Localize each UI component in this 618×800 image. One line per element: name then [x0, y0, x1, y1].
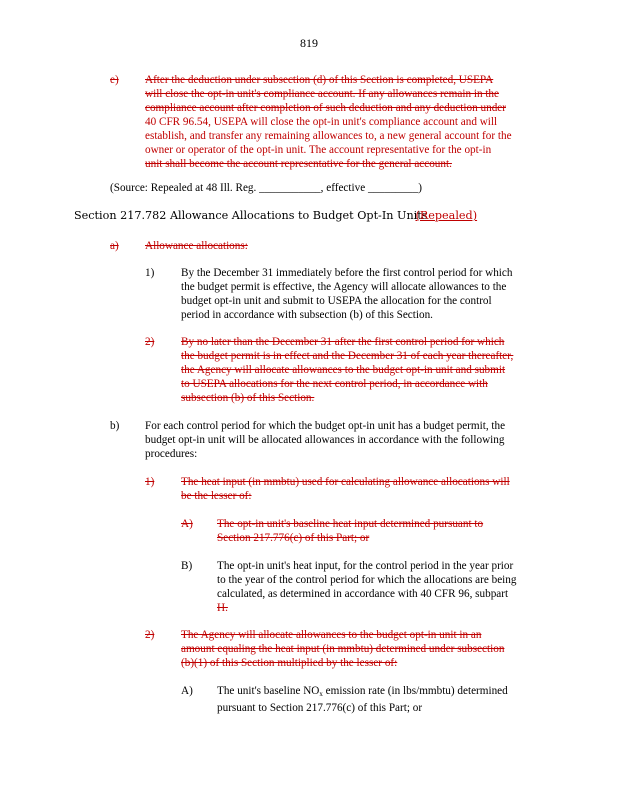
text-line: 40 CFR 96.54, USEPA will close the opt-in unit's compliance account and will: [145, 116, 498, 128]
text-line: budget opt-in unit will be allocated allowances in accordance with the following: [145, 434, 505, 446]
text-line: For each control period for which the budget opt-in unit has a budget permit, the: [145, 420, 506, 432]
source-note: (Source: Repealed at 48 Ill. Reg. ___________, effective _________): [110, 182, 423, 194]
text-line: establish, and transfer any remaining allowances to, a new general account for the: [145, 130, 512, 142]
text-line: Section 217.776(c) of this Part; or: [217, 532, 370, 544]
subsection-e-text: [145, 73, 575, 171]
text-line: The Agency will allocate allowances to the budget opt-in unit in an: [181, 629, 482, 641]
subsection-e-label: e): [110, 74, 119, 86]
text-line: the Agency will allocate allowances to the budget opt-in unit and submit: [181, 364, 506, 376]
text-fragment: emission rate (in lbs/mmbtu) determined: [322, 685, 508, 697]
text-line: procedures:: [145, 448, 198, 460]
text-line: period in accordance with subsection (b) of this Section.: [181, 309, 433, 321]
section-heading-status: (Repealed): [415, 209, 478, 222]
text-line: [217, 684, 587, 701]
text-line: calculated, as determined in accordance with 40 CFR 96, subpart: [217, 588, 509, 600]
subsection-b-label: b): [110, 420, 120, 432]
subsection-a-item-2-label: 2): [145, 336, 155, 348]
text-line: be the lesser of:: [181, 490, 252, 502]
subsection-b-1-A-label: A): [181, 518, 193, 530]
subsection-b-1-B-label: B): [181, 560, 193, 572]
section-heading-title: Section 217.782 Allowance Allocations to Budget Opt-In Units: [74, 209, 428, 222]
text-line: By the December 31 immediately before the first control period for which: [181, 267, 513, 279]
text-line: amount equaling the heat input (in mmbtu) determined under subsection: [181, 643, 505, 655]
text-line: The heat input (in mmbtu) used for calculating allowance allocations will: [181, 476, 510, 488]
subsection-a-item-1-label: 1): [145, 267, 155, 279]
text-line: The opt-in unit's heat input, for the control period in the year prior: [217, 560, 514, 572]
subsection-b-2-A-label: A): [181, 685, 193, 697]
text-fragment: The unit's baseline NO: [217, 685, 320, 697]
text-line: subsection (b) of this Section.: [181, 392, 315, 404]
subsection-b-1-A-text: [217, 517, 587, 545]
text-line: the budget permit is in effect and the December 31 of each year thereafter,: [181, 350, 514, 362]
text-line: the budget permit is effective, the Agency will allocate allowances to the: [181, 281, 507, 293]
text-line: By no later than the December 31 after the first control period for which: [181, 336, 505, 348]
text-line: to USEPA allocations for the next control period, in accordance with: [181, 378, 488, 390]
text-line: H.: [217, 602, 228, 614]
page-number: 819: [300, 36, 318, 50]
subsection-b-1-B-text: [217, 559, 587, 615]
subscript: x: [319, 690, 323, 698]
subsection-b-item-2-label: 2): [145, 629, 155, 641]
text-line: owner or operator of the opt-in unit. The account representative for the opt-in: [145, 144, 492, 156]
subsection-a-label: a): [110, 240, 119, 252]
subsection-b-2-A-text: [217, 684, 587, 715]
text-line: will close the opt-in unit's compliance account. If any allowances remain in the: [145, 88, 499, 100]
text-line: pursuant to Section 217.776(c) of this Part; or: [217, 702, 423, 714]
section-heading: [74, 209, 477, 223]
text-line: budget opt-in unit and submit to USEPA the allocation for the control: [181, 295, 492, 307]
text-line: The opt-in unit's baseline heat input determined pursuant to: [217, 518, 484, 530]
text-line: After the deduction under subsection (d) of this Section is completed, USEPA: [145, 74, 494, 86]
text-line: to the year of the control period for which the allocations are being: [217, 574, 517, 586]
text-line: unit shall become the account representative for the general account.: [145, 158, 452, 170]
text-line: compliance account after completion of such deduction and any deduction under: [145, 102, 506, 114]
subsection-b-text: [145, 419, 585, 461]
text-line: (b)(1) of this Section multiplied by the lesser of:: [181, 657, 398, 669]
subsection-a-item-1-text: [181, 266, 581, 322]
subsection-b-item-2-text: [181, 628, 581, 670]
subsection-b-item-1-label: 1): [145, 476, 155, 488]
subsection-b-item-1-text: [181, 475, 581, 503]
subsection-a-text: Allowance allocations:: [145, 240, 248, 252]
subsection-a-item-2-text: [181, 335, 581, 405]
